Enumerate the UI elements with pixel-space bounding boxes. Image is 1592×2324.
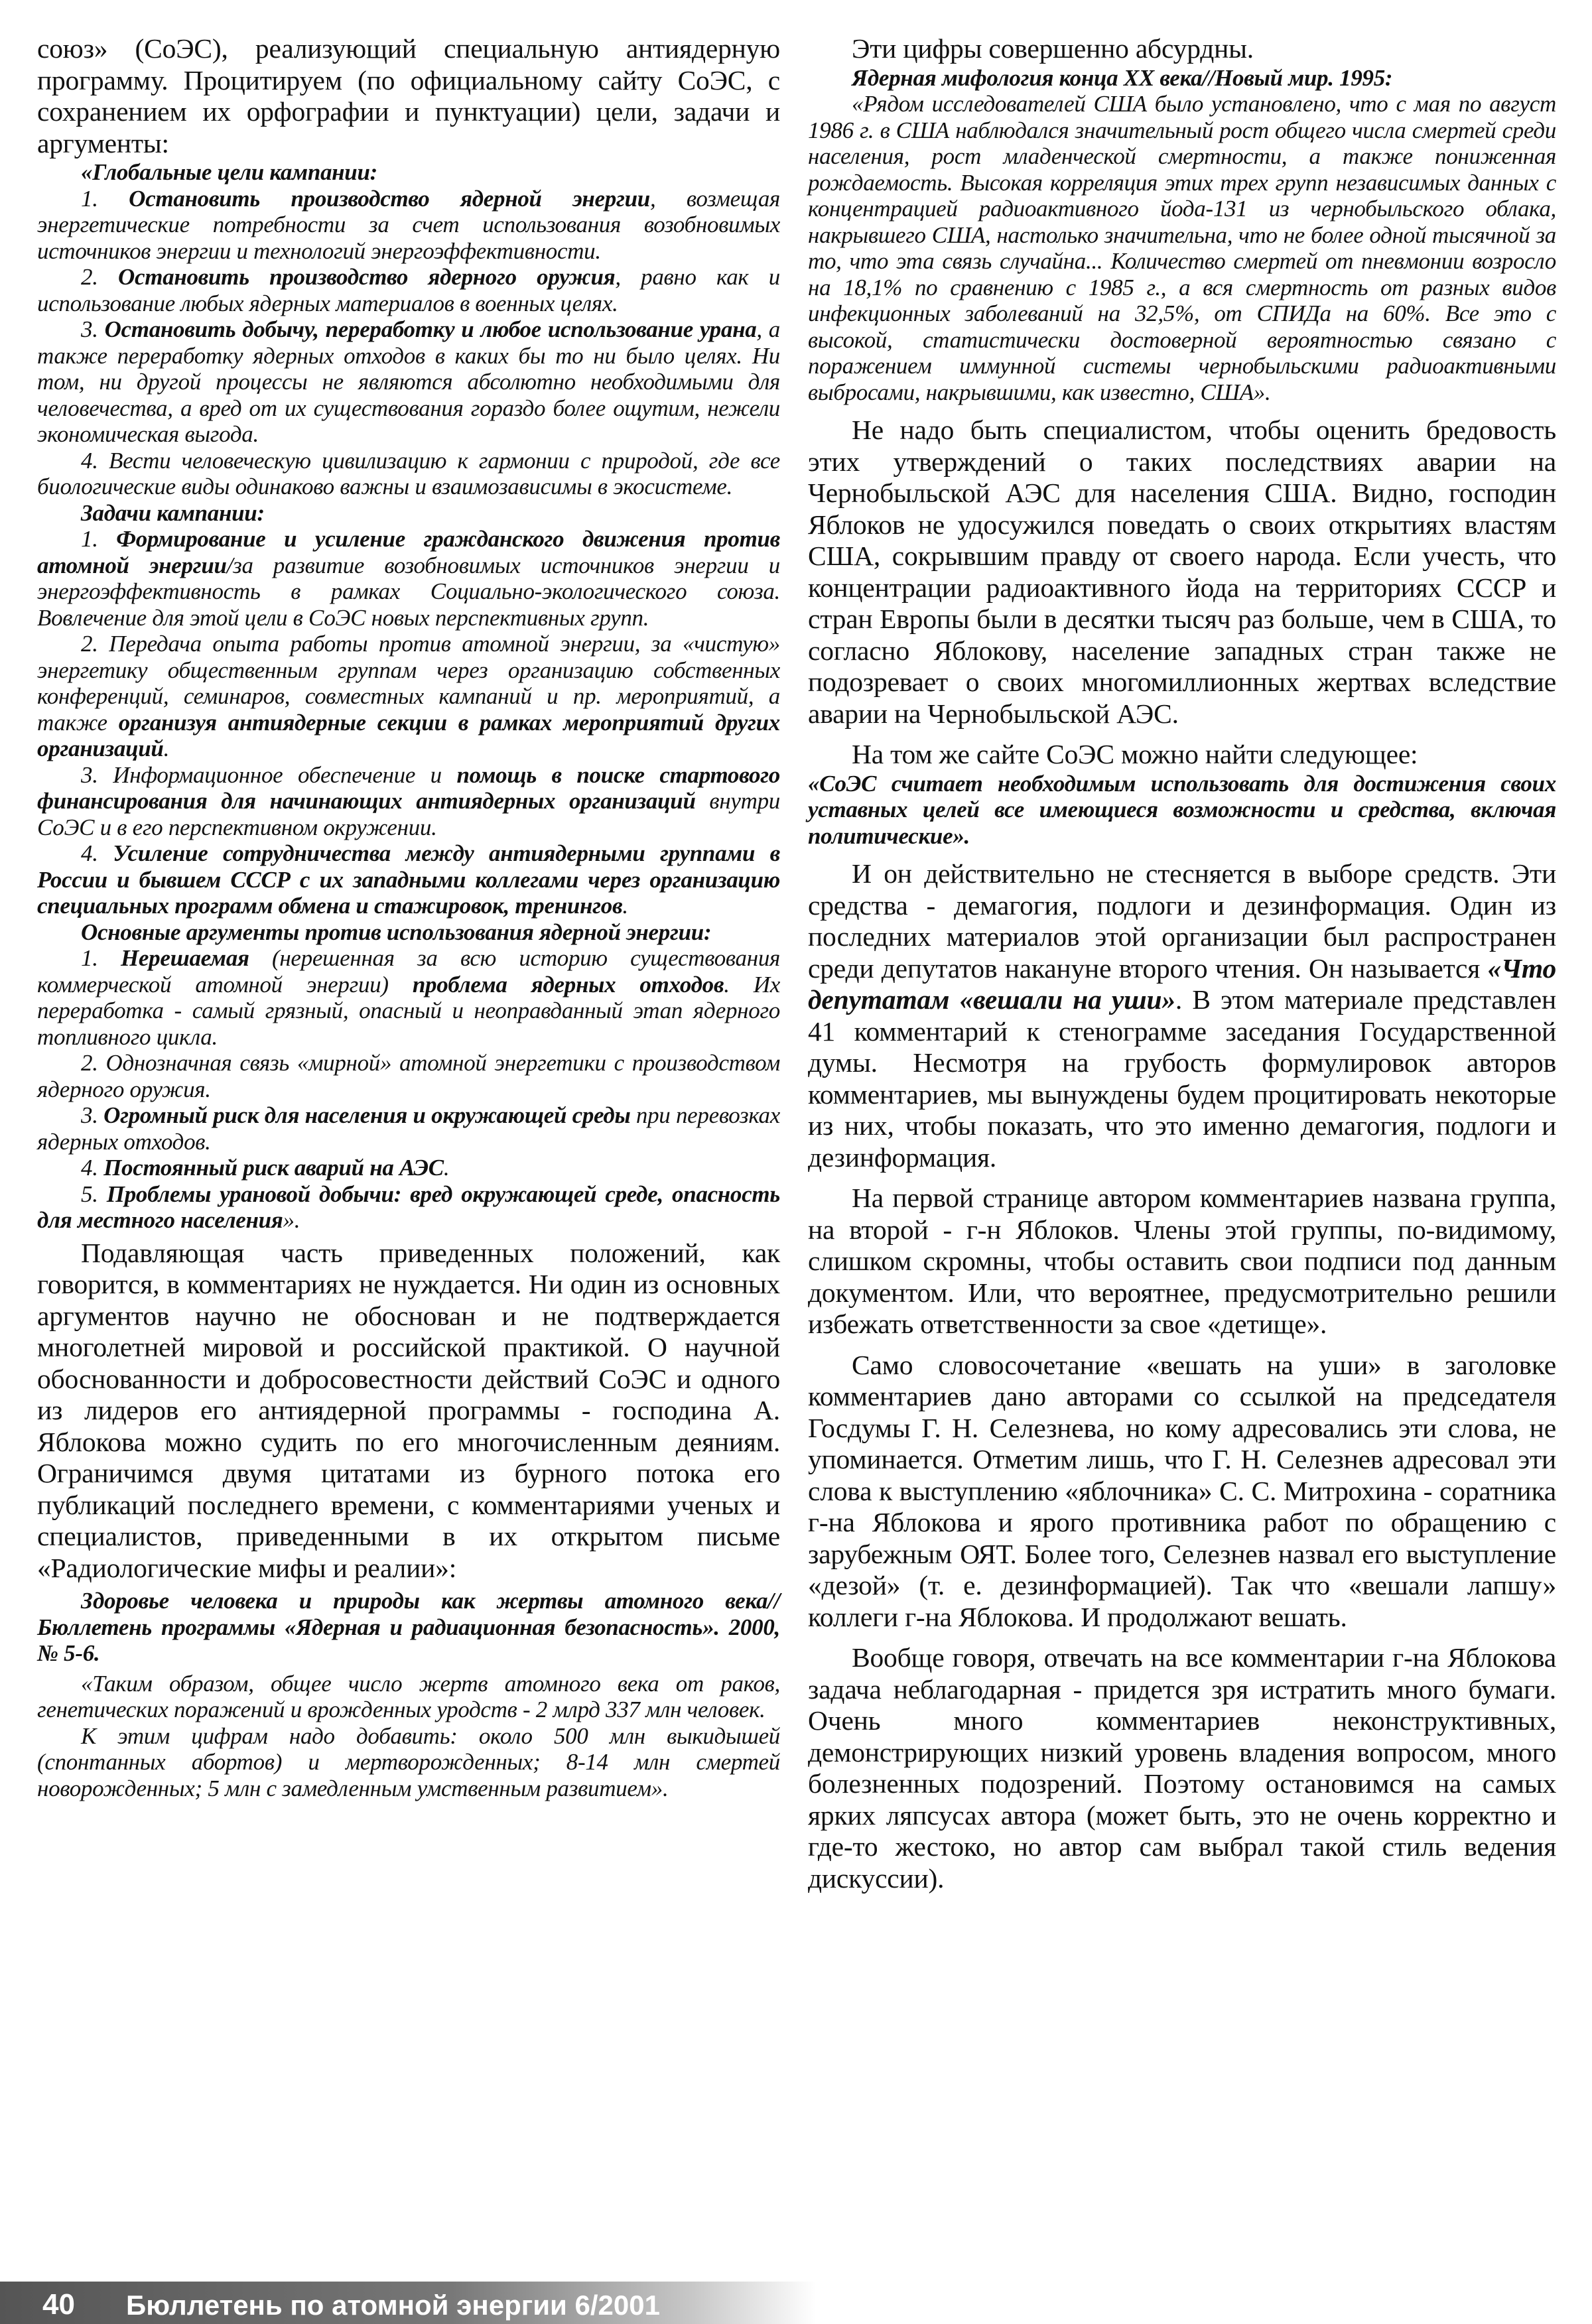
- argument-1: 1. Нерешаемая (нерешенная за всю историю существования коммерческой атомной энергии) проблема ядерных отходов. Их переработка - самый грязный, опасный и неоправданный этап ядерного топливного цикла.: [37, 945, 780, 1050]
- goals-heading: «Глобальные цели кампании:: [81, 159, 377, 185]
- argument-4: 4. Постоянный риск аварий на АЭС.: [81, 1155, 450, 1181]
- task-1: 1. Формирование и усиление гражданского движения против атомной энергии/за развитие возобновимых источников энергии и энергоэффективность в рамках Социально-экологического союза. Вовлечение для этой цели в СоЭС новых перспективных групп.: [37, 526, 780, 631]
- paragraph-first-page: На первой странице автором комментариев названа группа, на второй - г-н Яблоков. Члены этой группы, по-видимому, слишком скромны, чтобы оставить свои подписи под данным документом. Или, что вероятнее, предусмотрительно решили избежать ответственности за свое «детище».: [808, 1183, 1556, 1339]
- argument-2: 2. Однозначная связь «мирной» атомной энергетики с производством ядерного оружия.: [37, 1050, 780, 1102]
- citation-2: Ядерная мифология конца XX века//Новый мир. 1995:: [852, 64, 1393, 91]
- journal-title: Бюллетень по атомной энергии 6/2001: [126, 2290, 660, 2321]
- left-column: [37, 33, 780, 1801]
- goal-2: 2. Остановить производство ядерного оружия, равно как и использование любых ядерных материалов в военных целях.: [37, 264, 780, 316]
- commentary-paragraph: Подавляющая часть приведенных положений, как говорится, в комментариях не нуждается. Ни один из основных аргументов научно не обоснован и не подтверждается многолетней мировой и российской практикой. О научной обоснованности и добросовестности действий СоЭС и одного из лидеров его антиядерной программы - господина А. Яблокова можно судить по его многочисленным деяниям. Ограничимся двумя цитатами из бурного потока его публикаций последнего времени, с комментариями ученых и специалистов, приведенными в их открытом письме «Радиологические мифы и реалии»:: [37, 1237, 780, 1583]
- page-number: 40: [42, 2288, 75, 2321]
- task-3: 3. Информационное обеспечение и помощь в поиске стартового финансирования для начинающих антиядерных организаций внутри СоЭС и в его перспективном окружении.: [37, 761, 781, 840]
- intro-paragraph: союз» (СоЭС), реализующий специальную антиядерную программу. Процитируем (по официальному сайту СоЭС, с сохранением их орфографии и пунктуации) цели, задачи и аргументы:: [37, 33, 780, 159]
- tasks-heading: Задачи кампании:: [81, 499, 265, 526]
- paragraph-phrase: Само словосочетание «вешать на уши» в заголовке комментариев дано авторами со ссылкой на председателя Госдумы Г. Н. Селезнева, но кому адресовались эти слова, не упоминается. Отметим лишь, что Г. Н. Селезнев адресовал эти слова к выступлению «яблочника» С. С. Митрохина - соратника г-на Яблокова и ярого противника работ по обращению с зарубежным ОЯТ. Более того, Селезнев назвал его выступление «дезой» (т. е. дезинформацией). Так что «вешали лапшу» коллеги г-на Яблокова. И продолжают вешать.: [808, 1349, 1556, 1632]
- absurd-statement: Эти цифры совершенно абсурдны.: [852, 33, 1254, 64]
- quote-1-part-2: К этим цифрам надо добавить: около 500 млн выкидышей (спонтанных абортов) и мертворожденных; 8-14 млн смертей новорожденных; 5 млн с замедленным умственным развитием».: [37, 1722, 780, 1801]
- paragraph-chernobyl: Не надо быть специалистом, чтобы оценить бредовость этих утверждений о таких последствиях аварии на Чернобыльской АЭС для населения США. Видно, господин Яблоков не удосужился поведать о своих открытиях властям США, сокрывшим правду от своего народа. Если учесть, что концентрации радиоактивного йода на территориях СССР и стран Европы были в десятки тысяч раз больше, чем в США, то согласно Яблокову, население западных стран также не подозревает о своих многомиллионных жертвах вследствие аварии на Чернобыльской АЭС.: [808, 415, 1556, 729]
- goal-1: 1. Остановить производство ядерной энергии, возмещая энергетические потребности за счет использования возобновимых источников энергии и технологий энергоэффективности.: [37, 185, 780, 264]
- quote-soes: «СоЭС считает необходимым использовать для достижения своих уставных целей все имеющиеся возможности и средства, включая политические».: [808, 770, 1556, 849]
- argument-3: 3. Огромный риск для населения и окружающей среды при перевозках ядерных отходов.: [37, 1102, 780, 1155]
- quote-2: «Рядом исследователей США было установлено, что с мая по август 1986 г. в США наблюдался значительный рост общего числа смертей среди населения, рост младенческой смертности, а также пониженная рождаемость. Высокая корреляция этих трех групп независимых данных с концентрацией радиоактивного йода-131 из чернобыльского облака, накрывшего США, настолько значительна, что не более одной тысячной за то, что эта связь случайна... Количество смертей от пневмонии возросло на 18,1% по сравнению с 1985 г., а вся смертность от разных видов инфекционных заболеваний на 32,5%, от СПИДа на 60%. Все это с высокой, статистически достоверной вероятностью связано с поражением иммунной системы чернобыльскими радиоактивными выбросами, накрывшими, как известно, США».: [808, 91, 1556, 405]
- paragraph-site: На том же сайте СоЭС можно найти следующее:: [852, 739, 1418, 769]
- quote-1-part-1: «Таким образом, общее число жертв атомного века от раков, генетических поражений и врожденных уродств - 2 млрд 337 млн человек.: [37, 1670, 780, 1722]
- right-column: [808, 33, 1556, 1894]
- arguments-heading: Основные аргументы против использования ядерной энергии:: [81, 919, 712, 945]
- page-footer: [0, 2282, 816, 2324]
- goal-4: 4. Вести человеческую цивилизацию к гармонии с природой, где все биологические виды одинаково важны и взаимозависимы в экосистеме.: [37, 447, 780, 499]
- paragraph-means: И он действительно не стесняется в выборе средств. Эти средства - демагогия, подлоги и дезинформация. Один из последних материалов этой организации был распространен среди депутатов накануне второго чтения. Он называется «Что депутатам «вешали на уши». В этом материале представлен 41 комментарий к стенограмме заседания Государственной думы. Несмотря на грубость формулировок авторов комментариев, мы вынуждены будем процитировать некоторые из них, чтобы показать, что это именно демагогия, подлоги и дезинформация.: [808, 858, 1556, 1173]
- citation-1: Здоровье человека и природы как жертвы атомного века//Бюллетень программы «Ядерная и радиационная безопасность». 2000, № 5-6.: [37, 1588, 780, 1666]
- paragraph-conclusion: Вообще говоря, отвечать на все комментарии г-на Яблокова задача неблагодарная - придется зря истратить много бумаги. Очень много комментариев неконструктивных, демонстрирующих низкий уровень владения вопросом, много болезненных подозрений. Поэтому остановимся на самых ярких ляпсусах автора (может быть, это не очень корректно и где-то жестоко, но автор сам выбрал такой стиль ведения дискуссии).: [808, 1642, 1556, 1894]
- argument-5: 5. Проблемы урановой добычи: вред окружающей среде, опасность для местного населения».: [37, 1181, 780, 1233]
- goal-3: 3. Остановить добычу, переработку и любое использование урана, а также переработку ядерных отходов в каких бы то ни было целях. Ни том, ни другой процессы не являются абсолютно необходимыми для человечества, а вред от их существования гораздо более ощутим, нежели экономическая выгода.: [37, 316, 780, 447]
- task-4: 4. Усиление сотрудничества между антиядерными группами в России и бывшем СССР с их западными коллегами через организацию специальных программ обмена и стажировок, тренингов.: [37, 840, 780, 919]
- task-2: 2. Передача опыта работы против атомной энергии, за «чистую» энергетику общественным группам через организацию собственных конференций, семинаров, совместных кампаний и пр. мероприятий, а также организуя антиядерные секции в рамках мероприятий других организаций.: [37, 631, 780, 761]
